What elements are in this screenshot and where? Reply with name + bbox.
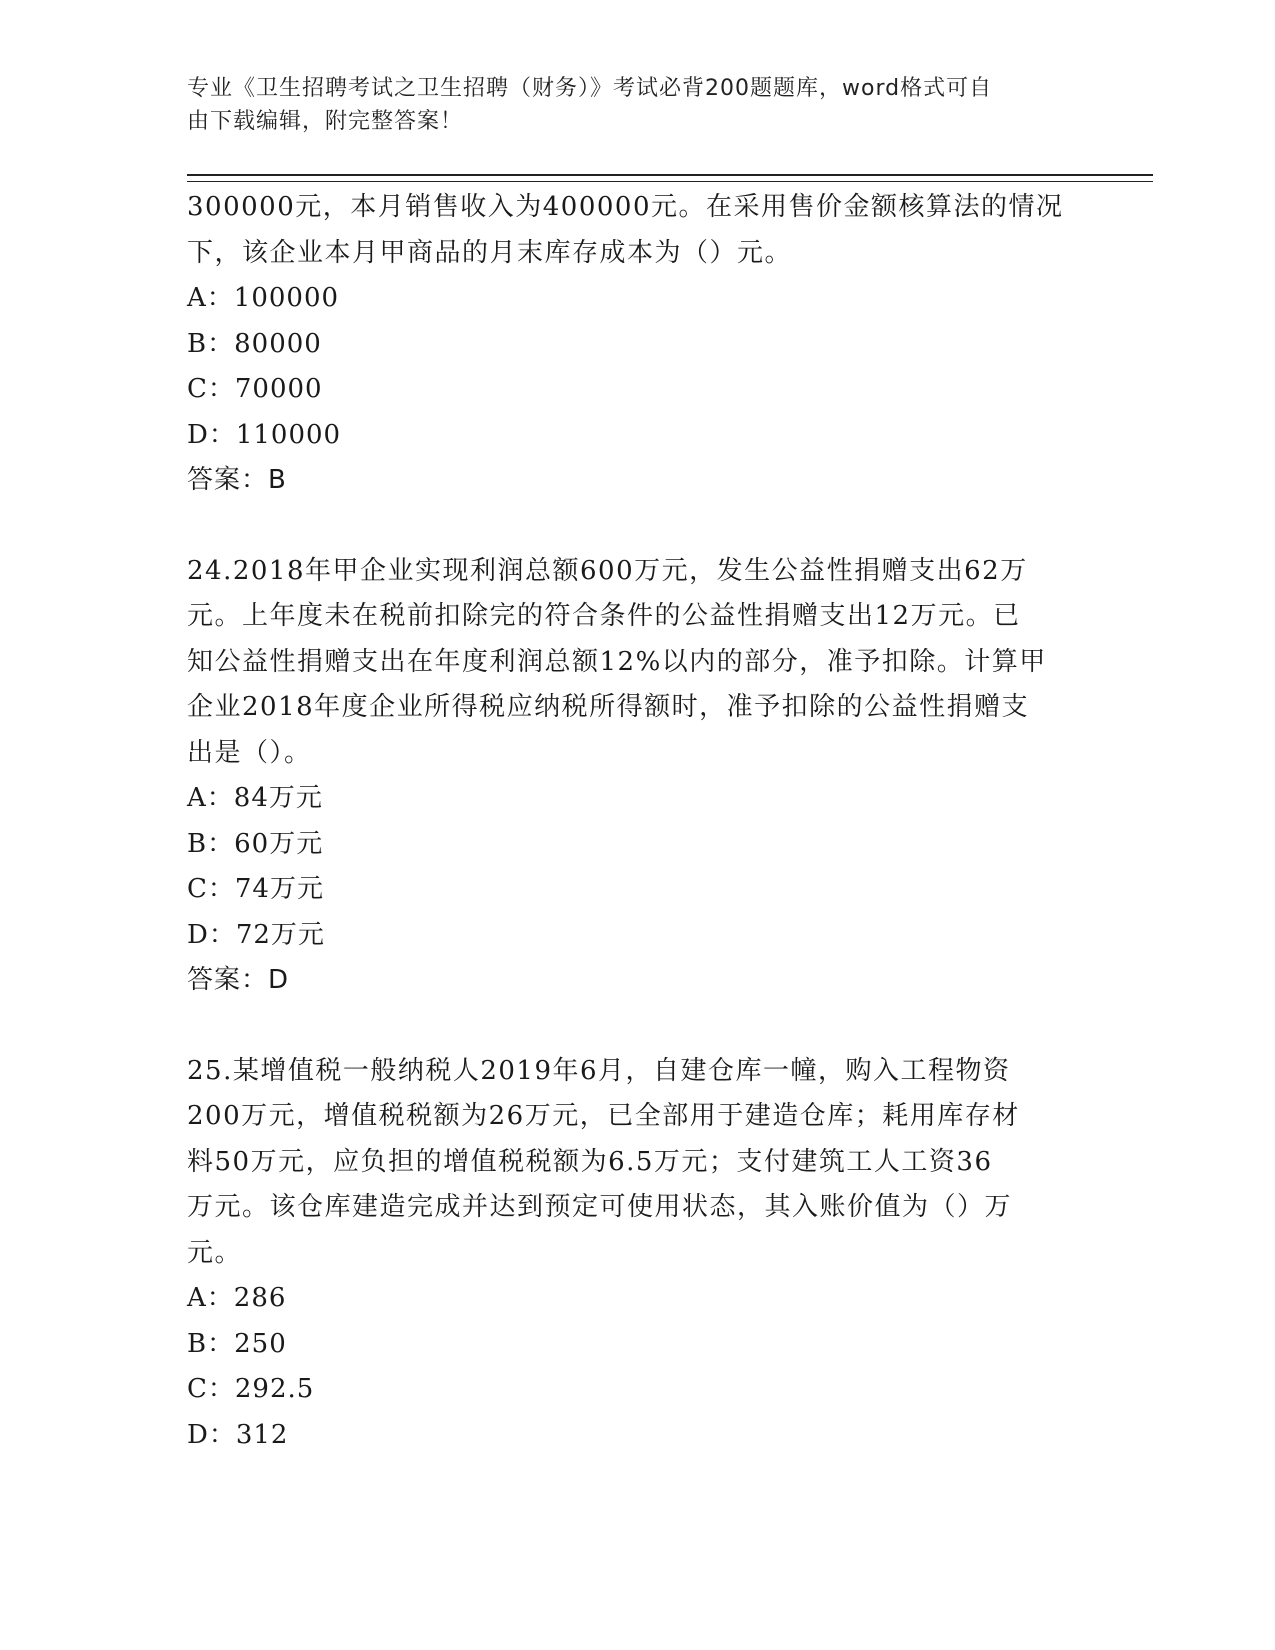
header-rule-thin bbox=[187, 181, 1153, 182]
option-d: D：72万元 bbox=[187, 919, 325, 950]
header-line-2: 由下载编辑，附完整答案！ bbox=[187, 109, 464, 134]
answer-line: 答案：D bbox=[187, 965, 290, 995]
spacer bbox=[187, 504, 1087, 549]
option-c: C：70000 bbox=[187, 374, 323, 404]
question-stem-line: 万元。该仓库建造完成并达到预定可使用状态，其入账价值为（）万 bbox=[187, 1192, 1013, 1222]
document-header bbox=[187, 72, 1067, 138]
question-24 bbox=[187, 549, 1087, 1004]
question-23 bbox=[187, 185, 1087, 504]
option-a: A：100000 bbox=[187, 283, 340, 313]
question-stem-line: 300000元，本月销售收入为400000元。在采用售价金额核算法的情况 bbox=[187, 192, 1064, 222]
option-b: B：60万元 bbox=[187, 828, 324, 859]
question-25 bbox=[187, 1049, 1087, 1459]
header-line-1: 专业《卫生招聘考试之卫生招聘（财务）》考试必背200题题库，word格式可自 bbox=[187, 76, 993, 101]
question-stem-line: 料50万元，应负担的增值税税额为6.5万元；支付建筑工人工资36 bbox=[187, 1146, 993, 1177]
option-d: D：312 bbox=[187, 1419, 289, 1450]
question-stem-line: 元。 bbox=[187, 1237, 243, 1268]
option-b: B：250 bbox=[187, 1328, 287, 1359]
question-stem-line: 企业2018年度企业所得税应纳税所得额时，准予扣除的公益性捐赠支 bbox=[187, 692, 1030, 722]
option-b: B：80000 bbox=[187, 328, 322, 359]
document-body bbox=[187, 185, 1087, 1458]
option-a: A：286 bbox=[187, 1283, 287, 1313]
question-stem-line: 下，该企业本月甲商品的月末库存成本为（）元。 bbox=[187, 237, 793, 268]
question-stem-line: 出是（）。 bbox=[187, 737, 312, 768]
option-c: C：74万元 bbox=[187, 874, 324, 904]
question-stem-line: 25.某增值税一般纳税人2019年6月，自建仓库一幢，购入工程物资 bbox=[187, 1055, 1011, 1086]
header-rule-thick bbox=[187, 174, 1153, 176]
question-stem-line: 200万元，增值税税额为26万元，已全部用于建造仓库；耗用库存材 bbox=[187, 1101, 1020, 1131]
option-a: A：84万元 bbox=[187, 783, 323, 813]
spacer bbox=[187, 1004, 1087, 1049]
answer-line: 答案：B bbox=[187, 465, 287, 495]
option-c: C：292.5 bbox=[187, 1374, 315, 1404]
question-stem-line: 元。上年度未在税前扣除完的符合条件的公益性捐赠支出12万元。已 bbox=[187, 601, 1021, 631]
option-d: D：110000 bbox=[187, 419, 342, 450]
question-stem-line: 24.2018年甲企业实现利润总额600万元，发生公益性捐赠支出62万 bbox=[187, 555, 1028, 586]
question-stem-line: 知公益性捐赠支出在年度利润总额12%以内的部分，准予扣除。计算甲 bbox=[187, 646, 1047, 677]
